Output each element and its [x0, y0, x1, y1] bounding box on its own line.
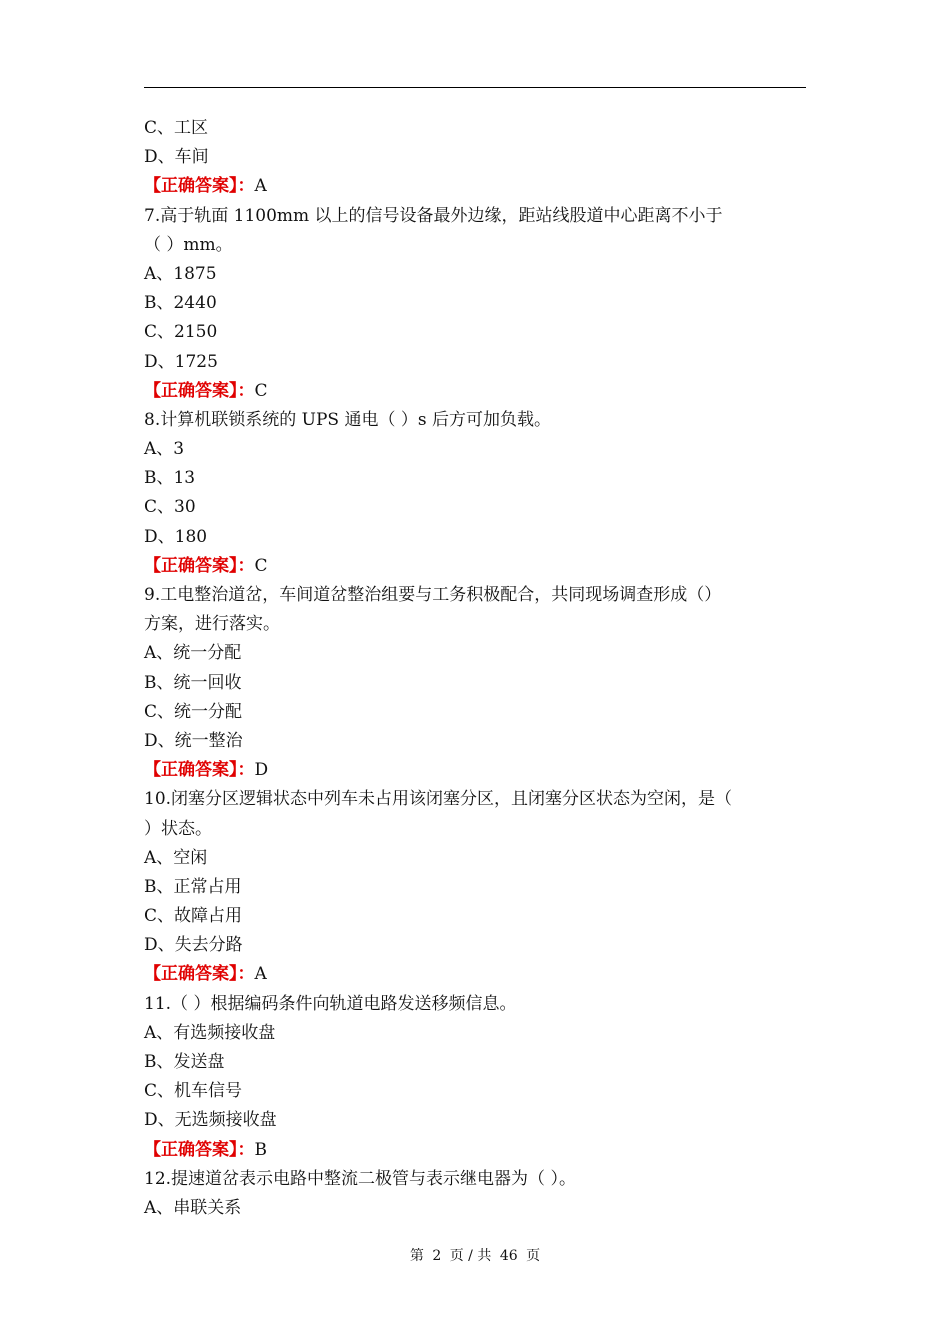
option-line: D、180 — [144, 526, 208, 547]
question-line: 9.工电整治道岔，车间道岔整治组要与工务积极配合，共同现场调查形成（） — [144, 585, 722, 605]
footer-prefix: 第 — [409, 1248, 424, 1264]
answer-label: 【正确答案】： — [144, 380, 255, 401]
answer-value: C — [254, 555, 268, 576]
option-line: A、统一分配 — [144, 643, 242, 664]
footer-total-pages: 46 — [499, 1248, 518, 1264]
answer-line — [144, 377, 806, 406]
option-line: D、失去分路 — [144, 935, 243, 956]
answer-label: 【正确答案】： — [144, 964, 255, 985]
answer-label: 【正确答案】： — [144, 1139, 255, 1160]
footer-suffix: 页 — [526, 1248, 541, 1264]
option-line: A、串联关系 — [144, 1197, 242, 1218]
footer-page-number: 2 — [432, 1248, 442, 1264]
option-line: B、正常占用 — [144, 876, 242, 897]
footer-mid: 页 / 共 — [449, 1248, 492, 1264]
answer-line — [144, 1136, 806, 1165]
answer-value: C — [254, 380, 268, 401]
question-line: 8.计算机联锁系统的 UPS 通电（ ）s 后方可加负载。 — [144, 409, 551, 430]
option-line: C、故障占用 — [144, 906, 243, 927]
answer-value: B — [254, 1139, 267, 1160]
answer-line — [144, 756, 806, 785]
answer-line — [144, 960, 806, 989]
answer-label: 【正确答案】： — [144, 176, 255, 197]
option-line: C、2150 — [144, 322, 218, 343]
option-line: A、3 — [144, 439, 185, 460]
option-line: D、统一整治 — [144, 730, 243, 751]
option-line: D、1725 — [144, 351, 218, 372]
question-line: 方案，进行落实。 — [144, 614, 280, 635]
option-line: B、2440 — [144, 293, 217, 314]
page-footer — [0, 1245, 950, 1265]
answer-value: D — [254, 760, 269, 781]
option-line: A、空闲 — [144, 847, 208, 868]
answer-value: A — [254, 964, 267, 985]
option-line: C、统一分配 — [144, 701, 243, 722]
answer-label: 【正确答案】： — [144, 760, 255, 781]
option-line: C、30 — [144, 497, 196, 518]
question-line: 12.提速道岔表示电路中整流二极管与表示继电器为（ ）。 — [144, 1168, 576, 1189]
option-line: C、机车信号 — [144, 1081, 243, 1102]
question-line: ）状态。 — [144, 818, 212, 839]
answer-label: 【正确答案】： — [144, 555, 255, 576]
option-line: B、统一回收 — [144, 672, 242, 693]
option-line: B、13 — [144, 468, 196, 489]
answer-value: A — [254, 176, 267, 197]
answer-line — [144, 172, 806, 201]
option-line: B、发送盘 — [144, 1052, 225, 1072]
option-line: C、工区 — [144, 118, 209, 138]
question-line: 7.高于轨面 1100mm 以上的信号设备最外边缘，距站线股道中心距离不小于 — [144, 205, 723, 226]
question-line: 11.（ ）根据编码条件向轨道电路发送移频信息。 — [144, 993, 517, 1014]
option-line: D、车间 — [144, 147, 209, 168]
answer-line — [144, 552, 806, 581]
option-line: D、无选频接收盘 — [144, 1110, 277, 1131]
document-body — [144, 114, 806, 1223]
question-line: （ ）mm。 — [144, 234, 233, 255]
question-line: 10.闭塞分区逻辑状态中列车未占用该闭塞分区，且闭塞分区状态为空闲，是（ — [144, 789, 733, 810]
header-rule — [144, 87, 806, 88]
option-line: A、有选频接收盘 — [144, 1022, 276, 1043]
option-line: A、1875 — [144, 263, 217, 284]
